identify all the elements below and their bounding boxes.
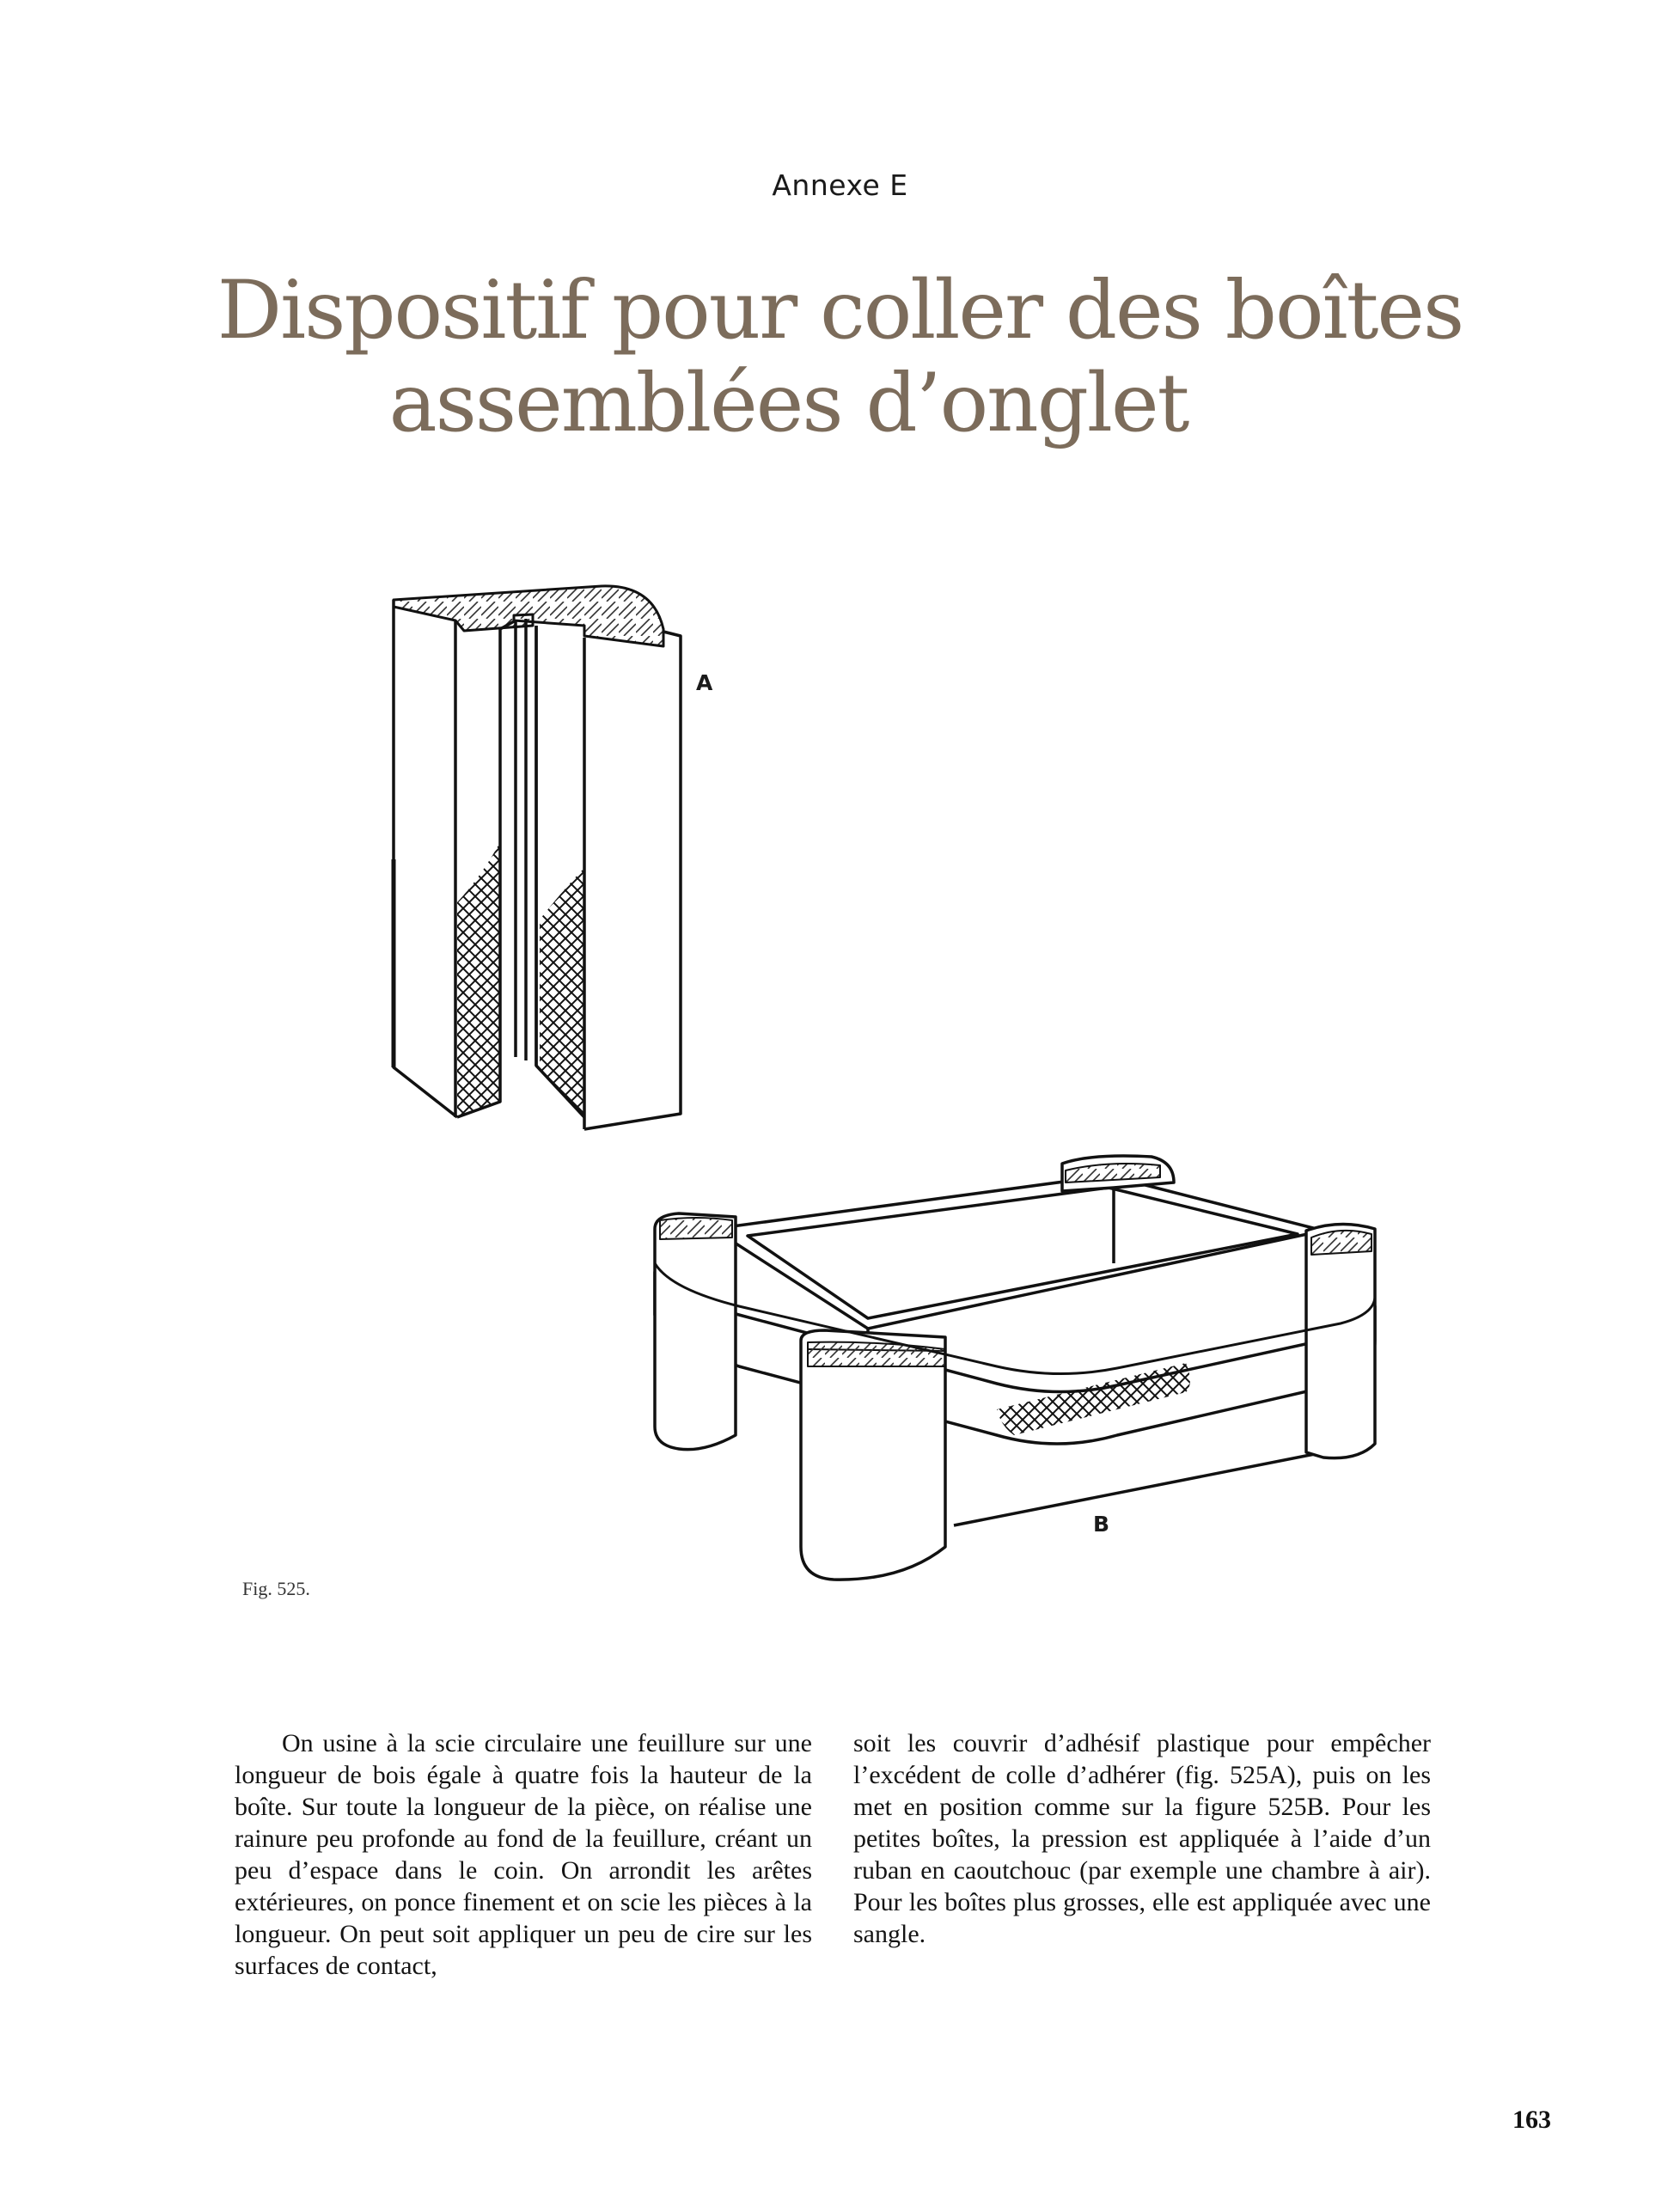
corner-block-back — [1062, 1156, 1174, 1191]
figure-label-b: B — [1093, 1512, 1110, 1537]
corner-block-front-left — [801, 1330, 945, 1580]
figure-a-hatch-right — [540, 868, 584, 1117]
corner-block-right — [1306, 1224, 1375, 1458]
figure-caption: Fig. 525. — [242, 1578, 310, 1599]
body-text-column-right: soit les couvrir d’adhésif plastique pour empêcher l’excédent de colle d’adhérer (fig. 525A), puis on les met en position comme sur la figure 525B. Pour les petites boîtes, la pression est appliquée à l’aide d’un ruban en caoutchouc (par exemple une chambre à air). Pour les boîtes plus grosses, elle est appliquée avec une sangle. — [853, 1729, 1431, 1948]
chapter-kicker: Annexe E — [772, 168, 908, 202]
title-line-2: assemblées d’onglet — [388, 357, 1188, 450]
page-number: 163 — [1512, 2105, 1551, 2134]
page-title — [0, 265, 1680, 450]
figure-a-end-grain — [394, 586, 663, 646]
clamping-band — [655, 1272, 1375, 1444]
body-text-column-left: On usine à la scie circulaire une feuillure sur une longueur de bois égale à quatre fois la hauteur de la boîte. Sur toute la longueur de la pièce, on réalise une rainure peu profonde au fond de la feuillure, créant un peu d’espace dans le coin. On arrondit les arêtes extérieures, on ponce finement et on scie les pièces à la longueur. On peut soit appliquer un peu de cire sur les surfaces de contact, — [235, 1729, 812, 1980]
figure-label-a: A — [696, 670, 713, 695]
figure-a-drawing — [394, 586, 681, 1129]
box-rim-outer — [713, 1176, 1323, 1329]
figure-a-hatch-left — [457, 842, 500, 1117]
corner-block-back-left — [655, 1213, 736, 1450]
figure-b-drawing — [655, 1156, 1375, 1580]
title-line-1: Dispositif pour coller des boîtes — [217, 264, 1463, 358]
figure-b-hatch — [997, 1363, 1190, 1435]
box-rim-inner — [748, 1188, 1298, 1318]
